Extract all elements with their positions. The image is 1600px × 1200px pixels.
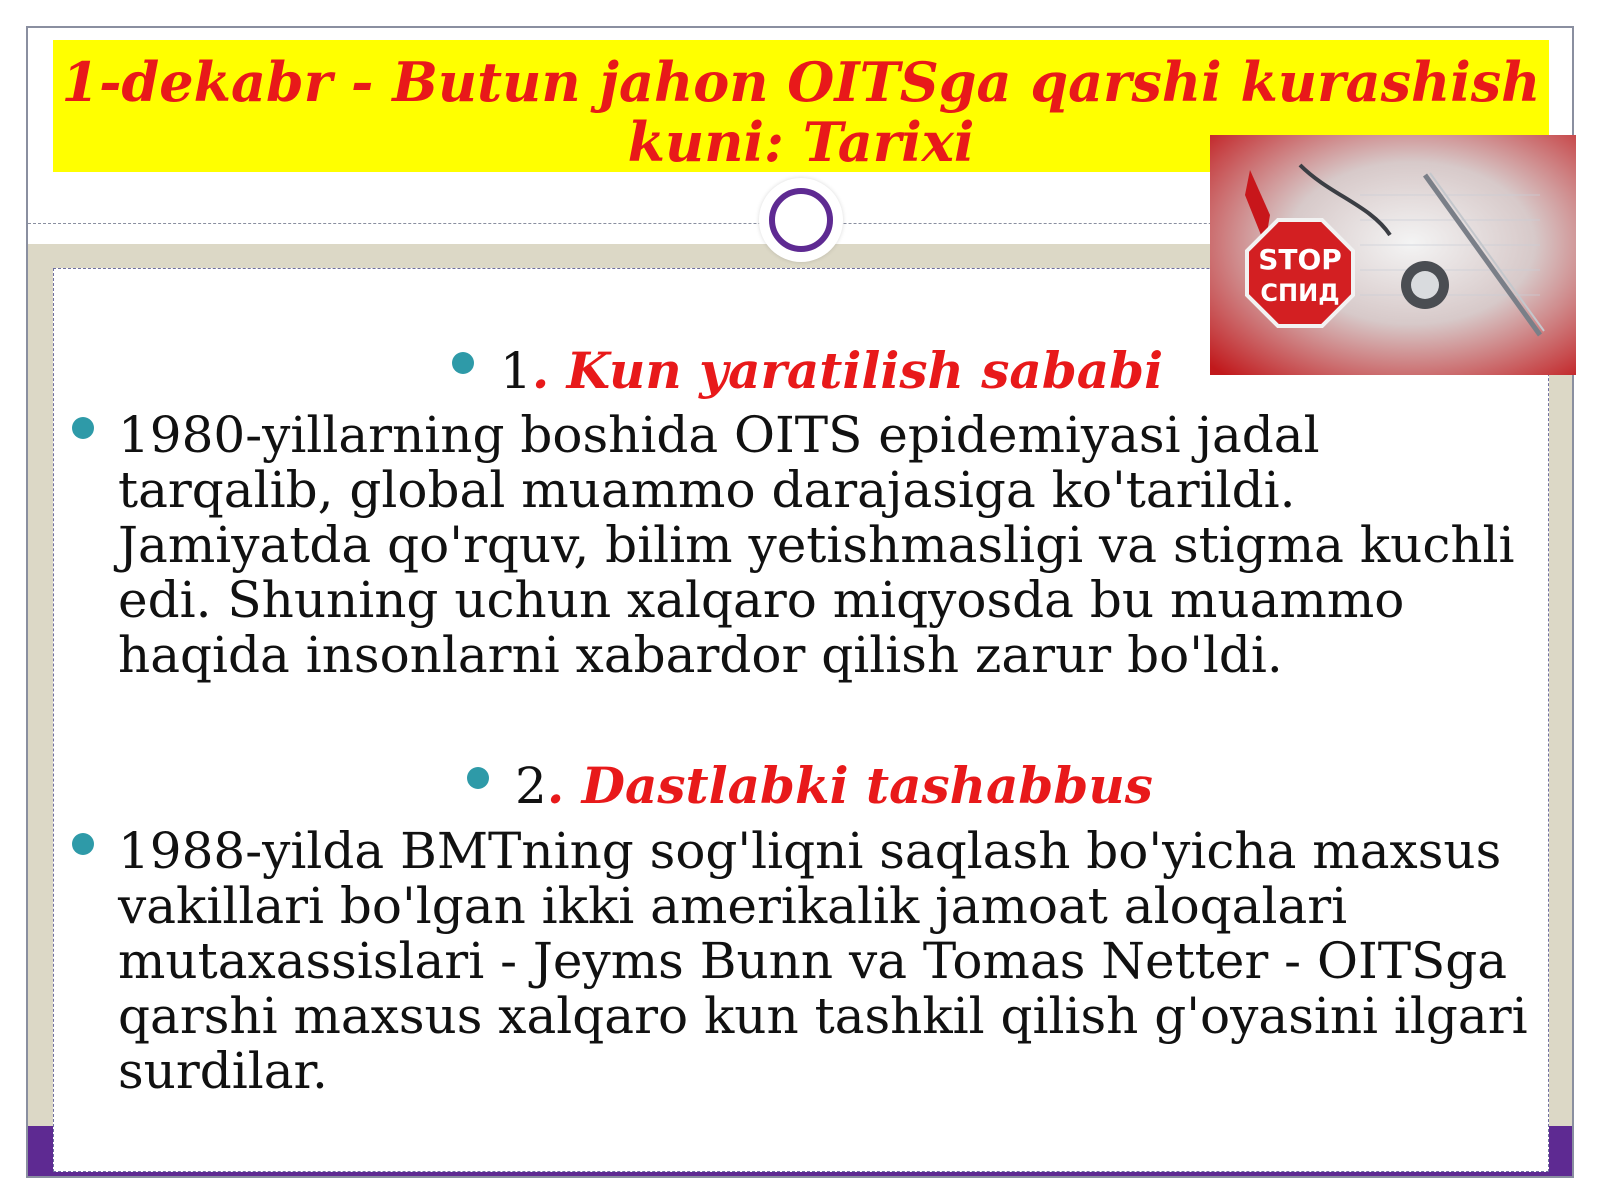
bullet-dot: [72, 833, 94, 855]
bullet-dot: [72, 417, 94, 439]
slide-title: 1-dekabr - Butun jahon OITSga qarshi kurashish kuni: Tarixi: [61, 50, 1541, 174]
bullet-dot: [467, 767, 489, 789]
section-1-paragraph: 1980-yillarning boshida OITS epidemiyasi jadal tarqalib, global muammo darajasiga ko'tarildi. Jamiyatda qo'rquv, bilim yetishmasligi va stigma kuchli edi. Shuning uchun xalqaro miqyosda bu muammo haqida insonlarni xabardor qilish zarur bo'ldi.: [118, 406, 1515, 684]
section-1-title: . Kun yaratilish sababi: [531, 341, 1164, 400]
stop-sign-subword: СПИД: [1260, 279, 1340, 307]
section-1-heading: [500, 343, 1163, 399]
ring-ornament-icon: [759, 178, 843, 262]
stop-sign-word: STOP: [1258, 243, 1342, 276]
section-1-number: 1: [500, 342, 532, 400]
section-2-paragraph: 1988-yilda BMTning sog'liqni saqlash bo'yicha maxsus vakillari bo'lgan ikki amerikalik jamoat aloqalari mutaxassislari - Jeyms Bunn va Tomas Netter - OITSga qarshi maxsus xalqaro kun tashkil qilish g'oyasini ilgari surdilar.: [118, 822, 1528, 1100]
section-2-heading: [515, 758, 1153, 814]
section-2-title: . Dastlabki tashabbus: [546, 756, 1153, 815]
stop-aids-image: [1210, 135, 1576, 375]
section-2-number: 2: [515, 757, 547, 815]
bullet-dot: [452, 352, 474, 374]
stop-aids-illustration: [1210, 135, 1576, 375]
